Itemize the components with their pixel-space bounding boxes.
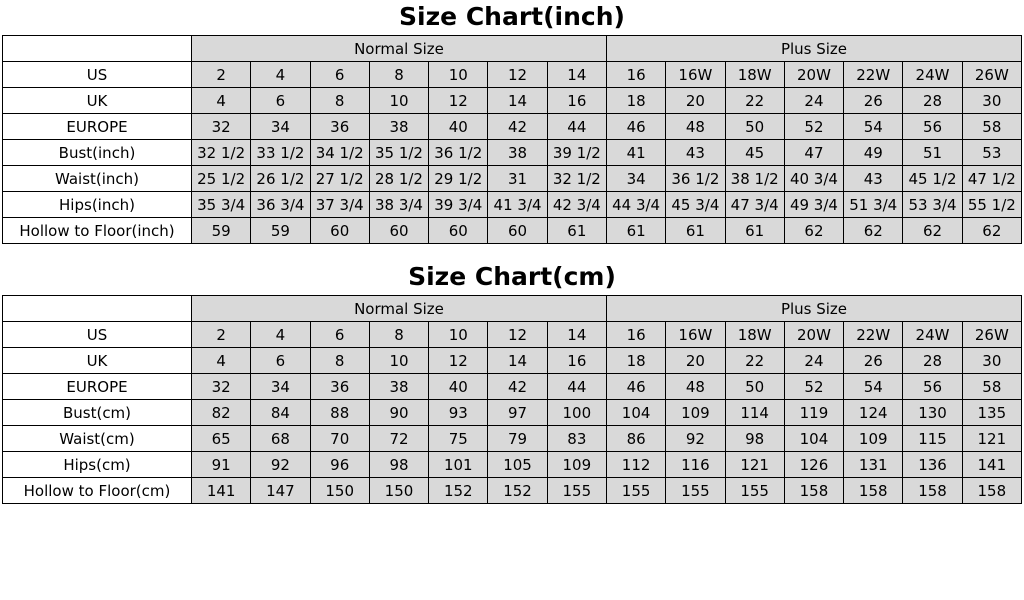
table-cell: 141 [962,452,1021,478]
table-cell: 40 [429,374,488,400]
table-cell: 90 [369,400,428,426]
table-row [3,452,1022,478]
table-cell: 53 3/4 [903,192,962,218]
table-cell: 26W [962,62,1021,88]
table-cell: 22 [725,348,784,374]
table-cell: 60 [429,218,488,244]
page-title-inch: Size Chart(inch) [399,2,625,31]
table-cell: 155 [606,478,665,504]
table-cell: 55 1/2 [962,192,1021,218]
group-header-normal-size: Normal Size [192,36,607,62]
page-title-cm: Size Chart(cm) [408,262,616,291]
table-cell: 30 [962,88,1021,114]
table-cell: 16 [547,348,606,374]
table-cell: 88 [310,400,369,426]
table-cell: 14 [488,88,547,114]
row-label: UK [3,348,192,374]
table-cell: 38 1/2 [725,166,784,192]
table-cell: 36 3/4 [251,192,310,218]
table-cell: 6 [251,348,310,374]
table-cell: 54 [844,114,903,140]
table-row [3,62,1022,88]
table-cell: 51 [903,140,962,166]
table-cell: 72 [369,426,428,452]
table-cell: 39 3/4 [429,192,488,218]
table-cell: 158 [903,478,962,504]
table-cell: 8 [310,88,369,114]
table-cell: 45 3/4 [666,192,725,218]
table-cell: 12 [429,348,488,374]
table-cell: 97 [488,400,547,426]
table-cell: 24W [903,62,962,88]
table-cell: 16 [606,322,665,348]
table-cell: 50 [725,374,784,400]
row-label: UK [3,88,192,114]
table-cell: 116 [666,452,725,478]
table-cell: 155 [666,478,725,504]
table-cell: 62 [903,218,962,244]
table-cell: 27 1/2 [310,166,369,192]
table-cell: 62 [962,218,1021,244]
row-label: Waist(inch) [3,166,192,192]
table-corner-cell [3,36,192,62]
table-cell: 61 [606,218,665,244]
table-cell: 29 1/2 [429,166,488,192]
table-row [3,88,1022,114]
table-group-header-row [3,296,1022,322]
size-chart-inch-table [2,35,1022,244]
table-cell: 18 [606,88,665,114]
row-label: Waist(cm) [3,426,192,452]
table-cell: 18 [606,348,665,374]
table-cell: 59 [192,218,251,244]
table-row [3,374,1022,400]
table-cell: 58 [962,114,1021,140]
table-cell: 68 [251,426,310,452]
table-cell: 28 [903,88,962,114]
row-label: EUROPE [3,114,192,140]
table-cell: 147 [251,478,310,504]
table-cell: 24 [784,88,843,114]
table-cell: 114 [725,400,784,426]
table-cell: 48 [666,114,725,140]
table-cell: 20 [666,348,725,374]
table-cell: 121 [725,452,784,478]
table-cell: 61 [666,218,725,244]
table-cell: 39 1/2 [547,140,606,166]
table-cell: 18W [725,62,784,88]
table-cell: 86 [606,426,665,452]
table-cell: 32 [192,114,251,140]
table-body-cm [3,296,1022,504]
row-label: Hollow to Floor(cm) [3,478,192,504]
table-cell: 6 [251,88,310,114]
table-cell: 61 [547,218,606,244]
table-cell: 51 3/4 [844,192,903,218]
table-cell: 45 [725,140,784,166]
table-row [3,218,1022,244]
table-cell: 16W [666,322,725,348]
table-cell: 93 [429,400,488,426]
table-cell: 22W [844,322,903,348]
table-cell: 136 [903,452,962,478]
table-cell: 79 [488,426,547,452]
table-cell: 34 [251,374,310,400]
table-cell: 158 [784,478,843,504]
table-cell: 8 [369,62,428,88]
table-cell: 83 [547,426,606,452]
table-row [3,166,1022,192]
table-cell: 22W [844,62,903,88]
table-cell: 41 [606,140,665,166]
row-label: Hollow to Floor(inch) [3,218,192,244]
table-cell: 65 [192,426,251,452]
table-cell: 32 1/2 [192,140,251,166]
table-cell: 47 1/2 [962,166,1021,192]
table-cell: 98 [369,452,428,478]
table-cell: 41 3/4 [488,192,547,218]
table-cell: 135 [962,400,1021,426]
table-row [3,426,1022,452]
table-cell: 105 [488,452,547,478]
table-cell: 25 1/2 [192,166,251,192]
table-cell: 38 [369,374,428,400]
table-cell: 152 [429,478,488,504]
table-cell: 100 [547,400,606,426]
size-chart-inch-block [0,0,1024,244]
section-divider [0,244,1024,260]
table-cell: 16 [606,62,665,88]
table-cell: 126 [784,452,843,478]
table-cell: 62 [784,218,843,244]
table-row [3,114,1022,140]
table-cell: 121 [962,426,1021,452]
table-cell: 20W [784,62,843,88]
table-cell: 104 [606,400,665,426]
table-cell: 22 [725,88,784,114]
table-cell: 44 3/4 [606,192,665,218]
table-cell: 4 [192,88,251,114]
table-cell: 98 [725,426,784,452]
row-label: Bust(inch) [3,140,192,166]
table-cell: 34 [606,166,665,192]
row-label: Hips(inch) [3,192,192,218]
table-cell: 92 [251,452,310,478]
table-cell: 32 1/2 [547,166,606,192]
table-cell: 30 [962,348,1021,374]
table-cell: 38 [369,114,428,140]
table-cell: 35 3/4 [192,192,251,218]
table-cell: 26 [844,88,903,114]
table-cell: 50 [725,114,784,140]
size-chart-cm-table [2,295,1022,504]
table-cell: 54 [844,374,903,400]
table-cell: 34 1/2 [310,140,369,166]
table-cell: 34 [251,114,310,140]
table-cell: 131 [844,452,903,478]
table-cell: 130 [903,400,962,426]
table-cell: 37 3/4 [310,192,369,218]
table-cell: 45 1/2 [903,166,962,192]
table-cell: 20W [784,322,843,348]
table-cell: 6 [310,62,369,88]
table-cell: 14 [547,62,606,88]
table-row [3,478,1022,504]
table-cell: 112 [606,452,665,478]
table-row [3,140,1022,166]
table-cell: 155 [547,478,606,504]
group-header-plus-size: Plus Size [606,36,1021,62]
table-cell: 38 [488,140,547,166]
table-cell: 42 [488,374,547,400]
table-cell: 75 [429,426,488,452]
table-cell: 20 [666,88,725,114]
table-cell: 6 [310,322,369,348]
table-cell: 60 [488,218,547,244]
table-row [3,322,1022,348]
table-cell: 58 [962,374,1021,400]
table-cell: 109 [844,426,903,452]
table-cell: 152 [488,478,547,504]
row-label: Hips(cm) [3,452,192,478]
table-cell: 44 [547,114,606,140]
table-cell: 104 [784,426,843,452]
table-cell: 43 [666,140,725,166]
row-label: US [3,62,192,88]
table-cell: 53 [962,140,1021,166]
table-cell: 12 [429,88,488,114]
table-cell: 49 3/4 [784,192,843,218]
table-cell: 124 [844,400,903,426]
table-cell: 48 [666,374,725,400]
table-cell: 18W [725,322,784,348]
table-cell: 56 [903,114,962,140]
table-cell: 101 [429,452,488,478]
table-row [3,400,1022,426]
table-cell: 52 [784,114,843,140]
table-cell: 61 [725,218,784,244]
table-cell: 36 [310,374,369,400]
table-cell: 4 [251,322,310,348]
table-cell: 62 [844,218,903,244]
table-row [3,192,1022,218]
table-cell: 84 [251,400,310,426]
table-cell: 115 [903,426,962,452]
table-cell: 47 [784,140,843,166]
size-chart-cm-block [0,260,1024,504]
table-cell: 2 [192,322,251,348]
table-row [3,348,1022,374]
table-cell: 24W [903,322,962,348]
table-cell: 8 [369,322,428,348]
table-cell: 56 [903,374,962,400]
table-cell: 43 [844,166,903,192]
table-cell: 36 1/2 [666,166,725,192]
table-cell: 16 [547,88,606,114]
table-cell: 44 [547,374,606,400]
table-cell: 2 [192,62,251,88]
table-cell: 158 [962,478,1021,504]
row-label: Bust(cm) [3,400,192,426]
table-cell: 60 [369,218,428,244]
table-cell: 35 1/2 [369,140,428,166]
table-cell: 52 [784,374,843,400]
table-cell: 12 [488,62,547,88]
table-cell: 26 1/2 [251,166,310,192]
table-cell: 8 [310,348,369,374]
table-cell: 36 1/2 [429,140,488,166]
table-cell: 46 [606,374,665,400]
table-cell: 155 [725,478,784,504]
table-cell: 31 [488,166,547,192]
table-cell: 28 [903,348,962,374]
table-cell: 10 [369,348,428,374]
table-cell: 33 1/2 [251,140,310,166]
table-cell: 150 [369,478,428,504]
table-cell: 26W [962,322,1021,348]
table-cell: 4 [251,62,310,88]
table-cell: 82 [192,400,251,426]
table-cell: 10 [429,62,488,88]
row-label: US [3,322,192,348]
group-header-normal-size: Normal Size [192,296,607,322]
table-cell: 10 [369,88,428,114]
table-body-inch [3,36,1022,244]
table-cell: 24 [784,348,843,374]
table-cell: 150 [310,478,369,504]
table-cell: 42 [488,114,547,140]
table-cell: 119 [784,400,843,426]
table-cell: 4 [192,348,251,374]
table-cell: 70 [310,426,369,452]
table-cell: 10 [429,322,488,348]
table-cell: 26 [844,348,903,374]
table-cell: 109 [547,452,606,478]
table-cell: 47 3/4 [725,192,784,218]
table-cell: 12 [488,322,547,348]
table-cell: 32 [192,374,251,400]
table-cell: 91 [192,452,251,478]
table-cell: 59 [251,218,310,244]
table-cell: 158 [844,478,903,504]
row-label: EUROPE [3,374,192,400]
group-header-plus-size: Plus Size [606,296,1021,322]
table-cell: 49 [844,140,903,166]
table-cell: 38 3/4 [369,192,428,218]
table-cell: 109 [666,400,725,426]
table-cell: 40 [429,114,488,140]
table-cell: 46 [606,114,665,140]
table-group-header-row [3,36,1022,62]
table-cell: 16W [666,62,725,88]
table-cell: 40 3/4 [784,166,843,192]
table-cell: 14 [488,348,547,374]
table-cell: 42 3/4 [547,192,606,218]
table-cell: 28 1/2 [369,166,428,192]
table-cell: 60 [310,218,369,244]
table-cell: 14 [547,322,606,348]
table-cell: 92 [666,426,725,452]
table-cell: 36 [310,114,369,140]
table-cell: 141 [192,478,251,504]
table-cell: 96 [310,452,369,478]
table-corner-cell [3,296,192,322]
